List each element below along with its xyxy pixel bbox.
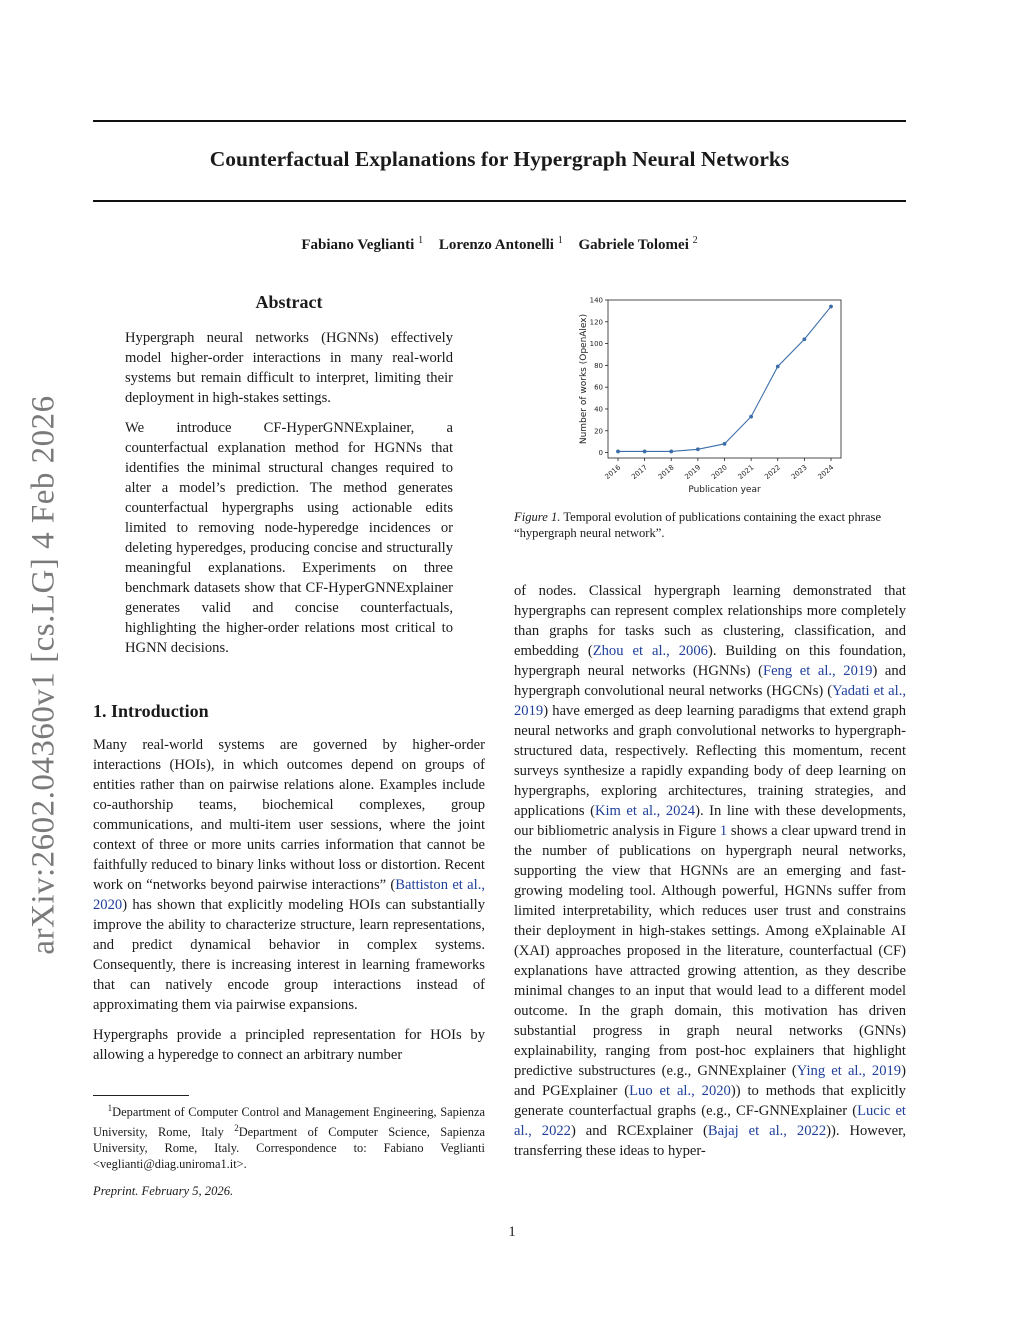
body-text: shows a clear upward trend in the number of publications on hypergraph neural networks, supporting the view that HGNNs are an emerging and fast-growing modeling tool. Although powerful, HGNNs suffer from limited interpretability, which reduces user trust and constrains their deployment in high-stakes settings. Among eXplainable AI (XAI) approaches proposed in the literature, counterfactual (CF) explanations have attracted growing attention, as they describe minimal changes to an input that would lead to a different model outcome. In the graph domain, this motivation has driven substantial progress in graph neural networks (GNNs) explainability, ranging from post-hoc explainers that highlight predictive substructures (e.g., GNNExplainer ( — [514, 823, 906, 1079]
paper-title: Counterfactual Explanations for Hypergraph Neural Networks — [209, 147, 790, 171]
citation-link[interactable]: Yadati et al., 2019 — [514, 683, 906, 719]
citation-link[interactable]: Luo et al., 2020 — [629, 1083, 731, 1099]
body-text: Many real-world systems are governed by higher-order interactions (HOIs), in which outcomes depend on groups of entities rather than on pairwise relations alone. Examples include co-authorship teams, biochemical complexes, group communications, and multi-item user sessions, where the joint context of three or more units carries information that cannot be faithfully reduced to binary links without loss or distortion. Recent work on “networks beyond pairwise interactions” ( — [93, 737, 485, 893]
body-text: ) has shown that explicitly modeling HOIs can substantially improve the ability to characterize structure, learn representations, and predict dynamical behavior in complex systems. Consequently, there is increasing interest in learning frameworks that can natively encode group interactions instead of approximating them via pairwise expansions. — [93, 897, 485, 1013]
x-tick-label: 2019 — [683, 463, 703, 481]
author-affiliation: 2 — [692, 235, 698, 246]
data-point — [749, 415, 753, 419]
citation-link[interactable]: Bajaj et al., 2022 — [707, 1123, 827, 1139]
y-tick-label: 0 — [598, 449, 603, 458]
x-tick-label: 2022 — [763, 463, 783, 481]
author-name: Lorenzo Antonelli — [438, 237, 554, 253]
intro-right-column — [514, 581, 906, 1161]
body-text: ) have emerged as deep learning paradigms that extend graph neural networks and graph convolutional networks to hypergraph-structured data, respectively. Reflecting this momentum, recent surveys synthesize a rapidly expanding body of deep learning on hypergraphs, exploring architectures, training strategies, and applications ( — [514, 703, 906, 819]
data-point — [829, 305, 833, 309]
y-tick-label: 40 — [594, 405, 603, 414]
citation-link[interactable]: Battiston et al., 2020 — [93, 877, 485, 913]
page-number: 1 — [508, 1224, 516, 1240]
citation-link[interactable]: Ying et al., 2019 — [796, 1063, 902, 1079]
body-text: ) and PGExplainer ( — [514, 1063, 906, 1099]
citation-link[interactable]: Zhou et al., 2006 — [592, 643, 708, 659]
author — [439, 237, 563, 253]
abstract-body — [125, 328, 453, 668]
body-text: ). Building on this foundation, hypergraph neural networks (HGNNs) ( — [514, 643, 906, 679]
data-point — [776, 365, 780, 369]
publications-line-chart — [560, 292, 860, 497]
body-text: ) and RCExplainer ( — [570, 1123, 708, 1139]
author-affiliation: 1 — [418, 235, 424, 246]
y-tick-label: 20 — [594, 427, 603, 436]
data-point — [723, 442, 727, 446]
arxiv-stamp — [20, 380, 68, 970]
x-tick-label: 2017 — [630, 463, 649, 481]
series-line — [618, 307, 831, 452]
author — [301, 237, 423, 253]
y-axis-label: Number of works (OpenAlex) — [579, 313, 589, 445]
body-text: )). However, transferring these ideas to hyper- — [514, 1123, 907, 1159]
title-rule-bottom — [93, 200, 906, 202]
citation-link[interactable]: Kim et al., 2024 — [594, 803, 696, 819]
x-tick-label: 2023 — [789, 463, 809, 481]
citation-link[interactable]: Feng et al., 2019 — [762, 663, 873, 679]
x-tick-label: 2024 — [816, 463, 836, 481]
title-rule-top — [93, 120, 906, 122]
figure-caption-text: Temporal evolution of publications containing the exact phrase “hypergraph neural network”. — [514, 510, 882, 540]
body-paragraph: Hypergraphs provide a principled representation for HOIs by allowing a hyperedge to connect an arbitrary number — [93, 1027, 485, 1063]
abstract-paragraph: We introduce CF-HyperGNNExplainer, a counterfactual explanation method for HGNNs that identifies the minimal structural changes required to alter a model’s prediction. The method generates counterfactual hypergraphs using actionable edits limited to removing node-hyperedge incidences or deleting hyperedges, producing concise and structurally meaningful explanations. Experiments on three benchmark datasets show that CF-HyperGNNExplainer generates valid and concise counterfactuals, highlighting the higher-order relations most critical to HGNN decisions. — [125, 420, 453, 656]
x-tick-label: 2016 — [603, 463, 623, 481]
y-tick-label: 60 — [594, 383, 603, 392]
footnote-text: Department of Computer Control and Management Engineering, Sapienza University, Rome, Italy — [93, 1105, 486, 1140]
x-axis-label: Publication year — [688, 485, 761, 495]
figure-label: Figure 1. — [514, 510, 561, 524]
x-tick-label: 2020 — [709, 463, 729, 481]
y-tick-label: 80 — [594, 361, 603, 370]
y-tick-label: 120 — [589, 318, 603, 327]
x-tick-label: 2021 — [736, 463, 756, 481]
preprint-note: Preprint. February 5, 2026. — [93, 1184, 234, 1198]
figure-caption — [514, 509, 906, 541]
data-point — [802, 337, 806, 341]
body-paragraph — [514, 581, 906, 1161]
plot-frame — [608, 300, 841, 458]
body-text: ). In line with these developments, our bibliometric analysis in Figure — [514, 803, 906, 839]
body-text: )) to methods that explicitly generate counterfactual graphs (e.g., CF-GNNExplainer ( — [514, 1083, 906, 1119]
abstract-paragraph: Hypergraph neural networks (HGNNs) effectively model higher-order interactions in many real-world systems but remain difficult to interpret, limiting their deployment in high-stakes settings. — [125, 330, 453, 406]
body-text: ) and hypergraph convolutional neural networks (HGCNs) ( — [514, 663, 906, 699]
data-point — [643, 450, 647, 454]
y-tick-label: 100 — [589, 340, 603, 349]
footnote-text: Department of Computer Science, Sapienza University, Rome, Italy. Correspondence to: Fabiano Veglianti <veglianti@diag.uniroma1.it>. — [93, 1125, 486, 1172]
y-tick-label: 140 — [589, 296, 603, 305]
body-text: of nodes. Classical hypergraph learning demonstrated that hypergraphs can represent complex relationships more completely than graphs for tasks such as clustering, classification, and embedding ( — [514, 583, 906, 659]
author — [578, 237, 697, 253]
author-affiliation: 1 — [557, 235, 563, 246]
body-paragraph — [93, 735, 485, 1015]
section-heading: 1. Introduction — [93, 701, 209, 721]
footnote-marker: 1 — [107, 1103, 113, 1113]
author-name: Gabriele Tolomei — [578, 237, 689, 253]
figure-ref-link[interactable]: 1 — [719, 823, 728, 839]
affiliation-footnote — [93, 1100, 485, 1172]
footnote-marker: 2 — [234, 1123, 239, 1134]
abstract-heading: Abstract — [255, 292, 323, 312]
arxiv-id: arXiv:2602.04360v1 [cs.LG] 4 Feb 2026 — [25, 395, 62, 955]
author-name: Fabiano Veglianti — [301, 237, 415, 253]
data-point — [696, 447, 700, 451]
citation-link[interactable]: Lucic et al., 2022 — [514, 1103, 906, 1139]
data-point — [616, 450, 620, 454]
author-list — [93, 235, 906, 254]
x-tick-label: 2018 — [656, 463, 676, 481]
data-point — [669, 450, 673, 454]
footnote-rule — [93, 1095, 189, 1096]
intro-left-column — [93, 735, 485, 1075]
